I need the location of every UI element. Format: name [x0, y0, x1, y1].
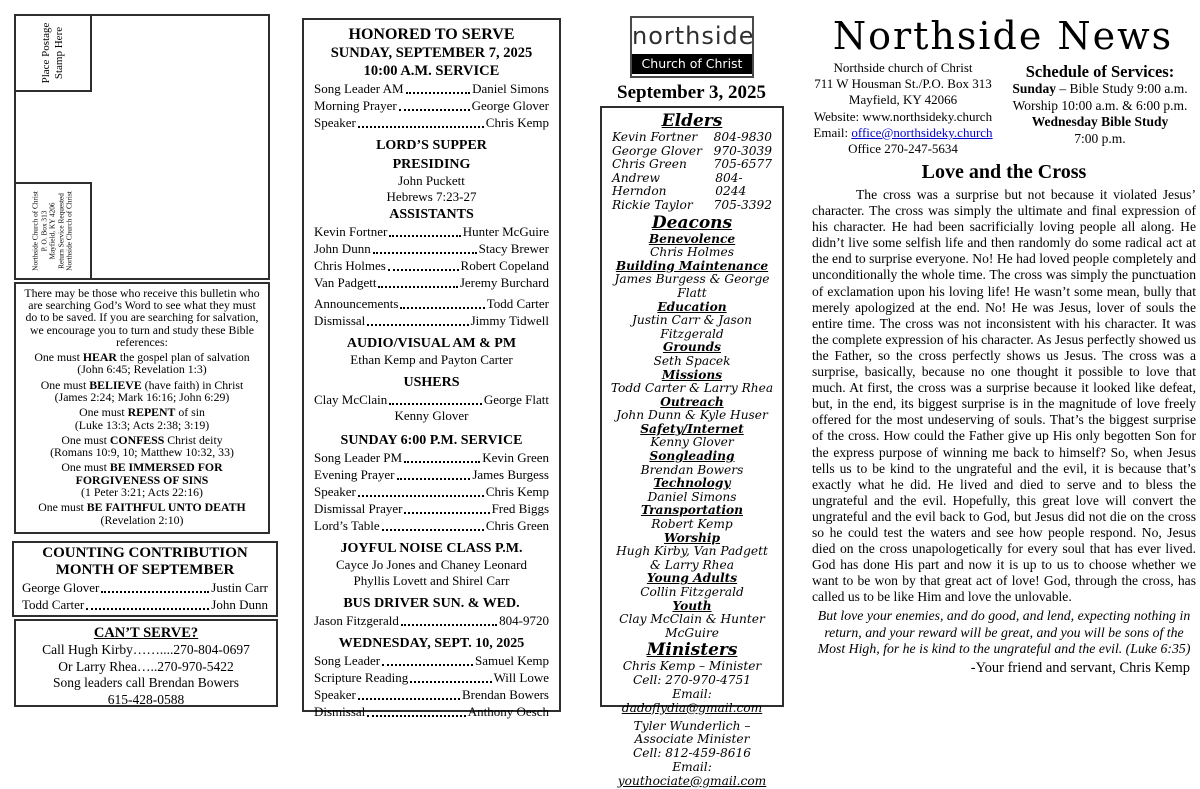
- deacon-role: Young Adults: [646, 571, 738, 586]
- cant-serve-line: Song leaders call Brendan Bowers: [53, 675, 239, 690]
- contribution-row: George Glover Justin Carr: [22, 580, 268, 595]
- office-email-link[interactable]: office@northsideky.church: [851, 124, 993, 140]
- postage-stamp-text: Place Postage Stamp Here: [40, 22, 65, 84]
- roster-row: Announcements Todd Carter: [314, 296, 549, 311]
- dot-leader: [404, 512, 489, 514]
- deacon-names: Seth Spacek: [653, 353, 731, 368]
- minister-email-link[interactable]: youthociate@gmail.com: [617, 773, 767, 788]
- salvation-intro: There may be those who receive this bulletin who are searching God’s Word to see what they must do to be saved. If you are searching for salvation, we encourage you to turn and study these Bible references:: [24, 286, 260, 349]
- minister-cell: Cell: 270-970-4751: [632, 673, 752, 688]
- church-address-block: [803, 60, 1003, 157]
- honored-date: SUNDAY, SEPTEMBER 7, 2025: [330, 45, 533, 61]
- schedule-line: Sunday – Bible Study 9:00 a.m.: [1012, 81, 1188, 96]
- cant-serve-line: Call Hugh Kirby……....270-804-0697: [42, 642, 250, 657]
- schedule-title: Schedule of Services:: [1025, 62, 1175, 81]
- deacon-names: John Dunn & Kyle Huser: [616, 408, 768, 423]
- counting-contribution-panel: [12, 541, 278, 617]
- deacon-group: [606, 233, 778, 260]
- audio-visual-heading: AUDIO/VISUAL AM & PM: [346, 336, 517, 351]
- pm-service-heading: SUNDAY 6:00 P.M. SERVICE: [340, 433, 523, 448]
- elder-row: Rickie Taylor 705-3392: [612, 197, 772, 212]
- bus-driver-heading: BUS DRIVER SUN. & WED.: [343, 596, 520, 611]
- deacon-group: [606, 396, 778, 423]
- dot-leader: [382, 664, 473, 666]
- roster-row: Scripture Reading Will Lowe: [314, 670, 549, 685]
- audio-visual-names: Ethan Kemp and Payton Carter: [350, 352, 513, 367]
- deacon-group: [606, 572, 778, 599]
- deacon-role: Youth: [672, 598, 712, 613]
- deacon-group: [606, 369, 778, 396]
- roster-row: Song Leader AM Daniel Simons: [314, 81, 549, 96]
- deacon-names: Brendan Bowers: [640, 462, 744, 477]
- ministers-heading: Ministers: [646, 640, 738, 661]
- deacon-group: [606, 504, 778, 531]
- minister-title: Associate Minister: [634, 732, 750, 747]
- street-address: 711 W Housman St./P.O. Box 313: [814, 76, 992, 92]
- article: [812, 160, 1196, 678]
- salvation-item: One must BELIEVE (have faith) in Christ (James 2:24; Mark 16:16; John 6:29): [40, 377, 244, 404]
- church-name: Northside church of Christ: [833, 60, 973, 75]
- dot-leader: [358, 126, 484, 128]
- elders-heading: Elders: [661, 111, 723, 131]
- roster-row: Speaker Brendan Bowers: [314, 687, 549, 702]
- scripture-reference: Hebrews 7:23-27: [386, 189, 477, 204]
- dot-leader: [397, 478, 471, 480]
- logo-subtitle-bar: Church of Christ: [632, 54, 752, 74]
- article-signature: -Your friend and servant, Chris Kemp: [970, 659, 1190, 676]
- roster-row: Evening Prayer James Burgess: [314, 467, 549, 482]
- website-url: www.northsideky.church: [862, 108, 993, 124]
- scripture-reference: (1 Peter 3:21; Acts 22:16): [81, 484, 203, 499]
- contribution-row: Todd Carter John Dunn: [22, 597, 268, 612]
- deacon-role: Missions: [661, 367, 723, 382]
- city-state-zip: Mayfield, KY 42066: [848, 92, 958, 108]
- dot-leader: [388, 269, 459, 271]
- joyful-noise-heading: JOYFUL NOISE CLASS P.M.: [340, 541, 523, 556]
- deacon-role: Building Maintenance: [615, 258, 769, 273]
- schedule-line: Wednesday Bible Study: [1031, 114, 1169, 129]
- deacon-group: [606, 477, 778, 504]
- lords-supper-heading: LORD’S SUPPER: [376, 138, 487, 153]
- logo-wordmark: northside: [632, 22, 755, 50]
- dot-leader: [358, 495, 484, 497]
- minister-email-line: Email: youthociate@gmail.com: [617, 759, 767, 788]
- phone-number: 705-3392: [713, 197, 772, 212]
- deacon-names: Clay McClain & Hunter McGuire: [619, 612, 765, 640]
- email-line: Email: office@northsideky.church: [813, 124, 993, 140]
- roster-row: Dismissal Prayer Fred Biggs: [314, 501, 549, 516]
- deacon-role: Grounds: [662, 340, 722, 355]
- joyful-noise-names: Phyllis Lovett and Shirel Carr: [353, 573, 510, 588]
- honored-to-serve-panel: [302, 18, 561, 719]
- deacon-group: [606, 260, 778, 301]
- roster-row: Jason Fitzgerald 804-9720: [314, 613, 549, 628]
- scripture-reference: (Revelation 2:10): [100, 512, 184, 527]
- scripture-reference: (James 2:24; Mark 16:16; John 6:29): [54, 389, 230, 404]
- deacon-names: Chris Holmes: [650, 245, 734, 260]
- deacon-role: Education: [657, 299, 727, 314]
- deacon-group: [606, 600, 778, 641]
- salvation-item: One must HEAR the gospel plan of salvation (John 6:45; Revelation 1:3): [34, 350, 250, 377]
- roster-row: John Dunn Stacy Brewer: [314, 241, 549, 256]
- return-address-box: [14, 182, 92, 280]
- deacon-role: Technology: [653, 476, 731, 491]
- deacon-group: [606, 301, 778, 342]
- deacon-names: Kenny Glover: [650, 435, 734, 450]
- dot-leader: [400, 307, 484, 309]
- dot-leader: [373, 252, 477, 254]
- roster-row: Speaker Chris Kemp: [314, 484, 549, 499]
- ushers-heading: USHERS: [403, 375, 460, 390]
- phone-number: 804-9830: [713, 130, 772, 144]
- phone-number: 705-6577: [713, 157, 772, 172]
- deacon-group: [606, 450, 778, 477]
- dot-leader: [378, 286, 457, 288]
- roster-row: Chris Holmes Robert Copeland: [314, 258, 549, 273]
- deacon-role: Outreach: [660, 394, 724, 409]
- deacon-names: Hugh Kirby, Van Padgett: [616, 544, 768, 559]
- dot-leader: [367, 324, 468, 326]
- honored-service-time: 10:00 A.M. SERVICE: [363, 63, 500, 79]
- deacon-names: Robert Kemp: [651, 517, 733, 532]
- deacon-group: [606, 532, 778, 573]
- roster-row: Song Leader PM Kevin Green: [314, 450, 549, 465]
- roster-row: Morning Prayer George Glover: [314, 98, 549, 113]
- deacon-names: Justin Carr & Jason Fitzgerald: [632, 313, 752, 341]
- wednesday-heading: WEDNESDAY, SEPT. 10, 2025: [338, 636, 525, 651]
- joyful-noise-names: Cayce Jo Jones and Chaney Leonard: [336, 557, 527, 572]
- dot-leader: [367, 715, 465, 717]
- directory-panel: [600, 106, 784, 788]
- contribution-title: COUNTING CONTRIBUTION: [42, 545, 248, 561]
- elder-row: George Glover 970-3039: [612, 143, 772, 158]
- dot-leader: [86, 608, 209, 610]
- minister-entry: [606, 660, 778, 715]
- dot-leader: [401, 624, 497, 626]
- schedule-line: Worship 10:00 a.m. & 6:00 p.m.: [1012, 97, 1188, 113]
- minister-entry: [606, 720, 778, 789]
- bulletin-date: September 3, 2025: [617, 82, 766, 103]
- deacon-role: Transportation: [640, 503, 744, 518]
- minister-name: Tyler Wunderlich –: [633, 718, 751, 733]
- salvation-item: One must BE IMMERSED FOR FORGIVENESS OF SINS (1 Peter 3:21; Acts 22:16): [61, 460, 223, 499]
- honored-title: HONORED TO SERVE: [348, 26, 515, 43]
- deacon-names: Daniel Simons: [647, 489, 737, 504]
- roster-row: Speaker Chris Kemp: [314, 115, 549, 130]
- dot-leader: [389, 235, 460, 237]
- article-body: The cross was a surprise but not because it violated Jesus’ character. The cross was simply the ultimate and final expression of his character. He had been sacrificially loving people all along. He didn’t live some selfish life and then randomly do some radical act at the end to surprise everyone. No! He had loved people completely and unconditionally the whole time. The cross was simply the punctuation of exclamation upon his loving life! He wasn’t some mean, bully that merely apologized at the end. No! He was Jesus, lover of souls the entire time. The cross was not inconsistent with his character. It was the complete expression of his character. As Jesus perfectly showed us the Father, so the cross perfectly shows us Jesus. The cross was a surprise, basically, because no one thought it possible to love that much. At first, the cross was a surprise because it looked like defeat, but, in the end, its biggest surprise is in the magnitude of love freely offered for the most undeserving of souls. That’s the biggest surprise of the cross. How could the Father give up His only begotten Son for the express purpose of winning me back to himself? So, when Jesus tells us to be kind to the ungrateful and the evil, it is because that’s exactly what he did. He lived and died to serve and to bless the ungrateful and the evil. Hopefully, this great love will convert the ungrateful and the evil back to God, but Jesus did not die on the cross so he could test the waters and see how people respond. No, Jesus died on the cross unapologetically for every soul that has ever lived. God has done His part and now it is up to us to choose whether we want to be won by that great act of love! God, through the cross, has called us to be like Him and love the unlovable.: [812, 187, 1196, 605]
- scripture-reference: (John 6:45; Revelation 1:3): [77, 362, 207, 377]
- assistants-heading: ASSISTANTS: [389, 207, 474, 222]
- dot-leader: [358, 698, 460, 700]
- deacon-names: Collin Fitzgerald: [640, 585, 744, 599]
- phone-number: 970-3039: [713, 143, 772, 158]
- article-scripture-quote: But love your enemies, and do good, and lend, expecting nothing in return, and your reward will be great, and you will be sons of the Most High, for he is kind to the ungrateful and the evil. (Luke 6:35): [817, 608, 1191, 657]
- minister-email-line: Email: dadoflydia@gmail.com: [621, 686, 763, 715]
- cant-serve-line: Or Larry Rhea…..270-970-5422: [58, 658, 234, 674]
- deacon-names: & Larry Rhea: [650, 557, 734, 572]
- postage-stamp-box: [14, 14, 92, 92]
- roster-row: Song Leader Samuel Kemp: [314, 653, 549, 668]
- roster-row: Van Padgett Jeremy Burchard: [314, 275, 549, 290]
- elder-row: Kevin Fortner 804-9830: [612, 130, 772, 144]
- usher-extra-name: Kenny Glover: [394, 408, 469, 423]
- phone-number: 804-0244: [715, 170, 747, 199]
- return-address-text: Northside Church of Christ P. O. Box 313 Mayfield, KY 4206 Return Service Requested Northside Church of Christ: [30, 191, 74, 271]
- salvation-item: One must REPENT of sin (Luke 13:3; Acts 2:38; 3:19): [74, 405, 210, 432]
- dot-leader: [406, 92, 471, 94]
- cant-serve-panel: [14, 619, 278, 707]
- office-phone: Office 270-247-5634: [848, 141, 958, 157]
- dot-leader: [410, 681, 491, 683]
- dot-leader: [382, 529, 484, 531]
- minister-name: Chris Kemp – Minister: [622, 659, 762, 674]
- roster-row: Kevin Fortner Hunter McGuire: [314, 224, 549, 239]
- dot-leader: [101, 591, 209, 593]
- deacon-names: Todd Carter & Larry Rhea: [610, 381, 774, 396]
- minister-email-link[interactable]: dadoflydia@gmail.com: [621, 700, 763, 715]
- roster-row: Clay McClain George Flatt: [314, 392, 549, 407]
- cant-serve-line: 615-428-0588: [107, 691, 185, 707]
- elder-row: Chris Green 705-6577: [612, 157, 772, 172]
- schedule-line: 7:00 p.m.: [1074, 130, 1126, 146]
- salvation-references-panel: [14, 282, 270, 534]
- deacon-role: Benevolence: [648, 231, 736, 246]
- cant-serve-title: CAN’T SERVE?: [93, 625, 199, 641]
- dot-leader: [389, 403, 482, 405]
- deacon-role: Safety/Internet: [640, 421, 744, 436]
- contribution-subtitle: MONTH OF SEPTEMBER: [55, 562, 235, 578]
- deacons-heading: Deacons: [651, 212, 733, 233]
- deacon-role: Songleading: [649, 449, 735, 464]
- website-line: Website: www.northsideky.church: [813, 108, 993, 124]
- roster-row: Dismissal Jimmy Tidwell: [314, 313, 549, 328]
- deacon-names: James Burgess & George Flatt: [614, 272, 770, 300]
- roster-row: Dismissal Anthony Oesch: [314, 704, 549, 719]
- dot-leader: [404, 461, 480, 463]
- elder-row: Andrew Herndon 804-0244: [606, 172, 778, 199]
- scripture-reference: (Romans 10:9, 10; Matthew 10:32, 33): [50, 445, 234, 460]
- salvation-item: One must CONFESS Christ deity (Romans 10:9, 10; Matthew 10:32, 33): [50, 432, 234, 460]
- dot-leader: [399, 109, 470, 111]
- presiding-heading: PRESIDING: [392, 157, 471, 172]
- salvation-item: One must BE FAITHFUL UNTO DEATH (Revelation 2:10): [38, 500, 246, 527]
- minister-cell: Cell: 812-459-8616: [632, 746, 752, 761]
- newsletter-title: Northside News: [832, 14, 1174, 58]
- presiding-name: John Puckett: [398, 173, 465, 188]
- article-title: Love and the Cross: [921, 161, 1087, 183]
- schedule-of-services: [1003, 62, 1197, 147]
- scripture-reference: (Luke 13:3; Acts 2:38; 3:19): [74, 417, 210, 432]
- deacon-role: Worship: [663, 530, 721, 545]
- church-logo: [630, 16, 754, 78]
- deacon-group: [606, 341, 778, 368]
- deacon-group: [606, 423, 778, 450]
- roster-row: Lord’s Table Chris Green: [314, 518, 549, 533]
